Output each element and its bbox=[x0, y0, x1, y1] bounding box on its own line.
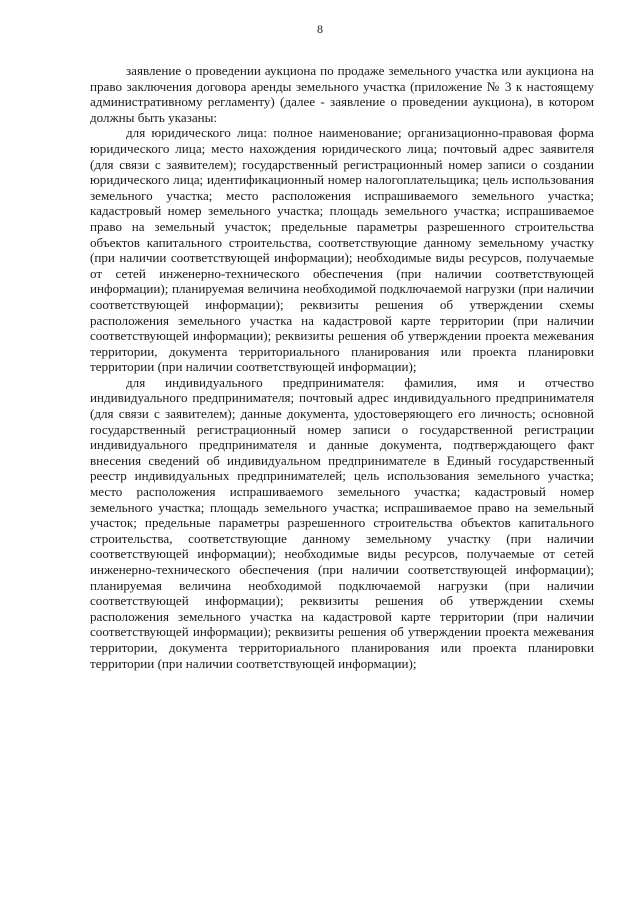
document-body bbox=[90, 63, 594, 671]
page-number: 8 bbox=[317, 22, 323, 36]
paragraph-legal-entity: для юридического лица: полное наименование; организационно-правовая форма юридического лица; место нахождения юридического лица; почтовый адрес заявителя (для связи с заявителем); государственный регистрационный номер записи о создании юридического лица; идентификационный номер налогоплательщика; цель использования земельного участка; место расположения испрашиваемого земельного участка; кадастровый номер земельного участка; площадь земельного участка; испрашиваемое право на земельный участок; предельные параметры разрешенного строительства объектов капитального строительства, соответствующие данному земельному участку (при наличии соответствующей информации); необходимые виды ресурсов, получаемые от сетей инженерно-технического обеспечения (при наличии соответствующей информации); планируемая величина необходимой подключаемой нагрузки (при наличии соответствующей информации); реквизиты решения об утверждении схемы расположения земельного участка на кадастровой карте территории (при наличии соответствующей информации); реквизиты решения об утверждении проекта межевания территории, документа территориального планирования или проекта планировки территории (при наличии соответствующей информации); bbox=[90, 125, 594, 375]
paragraph-auction-application: заявление о проведении аукциона по продаже земельного участка или аукциона на право заключения договора аренды земельного участка (приложение № 3 к настоящему административному регламенту) (далее - заявление о проведении аукциона), в котором должны быть указаны: bbox=[90, 63, 594, 125]
paragraph-individual-entrepreneur: для индивидуального предпринимателя: фамилия, имя и отчество индивидуального предпринимателя; почтовый адрес индивидуального предпринимателя (для связи с заявителем); данные документа, удостоверяющего его личность; основной государственный регистрационный номер записи о государственной регистрации индивидуального предпринимателя и данные документа, подтверждающего факт внесения сведений об индивидуальном предпринимателе в Единый государственный реестр индивидуальных предпринимателей; цель использования земельного участка; место расположения испрашиваемого земельного участка; кадастровый номер земельного участка; площадь земельного участка; испрашиваемое право на земельный участок; предельные параметры разрешенного строительства объектов капитального строительства, соответствующие данному земельному участку (при наличии соответствующей информации); необходимые виды ресурсов, получаемые от сетей инженерно-технического обеспечения (при наличии соответствующей информации); планируемая величина необходимой подключаемой нагрузки (при наличии соответствующей информации); реквизиты решения об утверждении схемы расположения земельного участка на кадастровой карте территории (при наличии соответствующей информации); реквизиты решения об утверждении проекта межевания территории, документа территориального планирования или проекта планировки территории (при наличии соответствующей информации); bbox=[90, 374, 594, 671]
